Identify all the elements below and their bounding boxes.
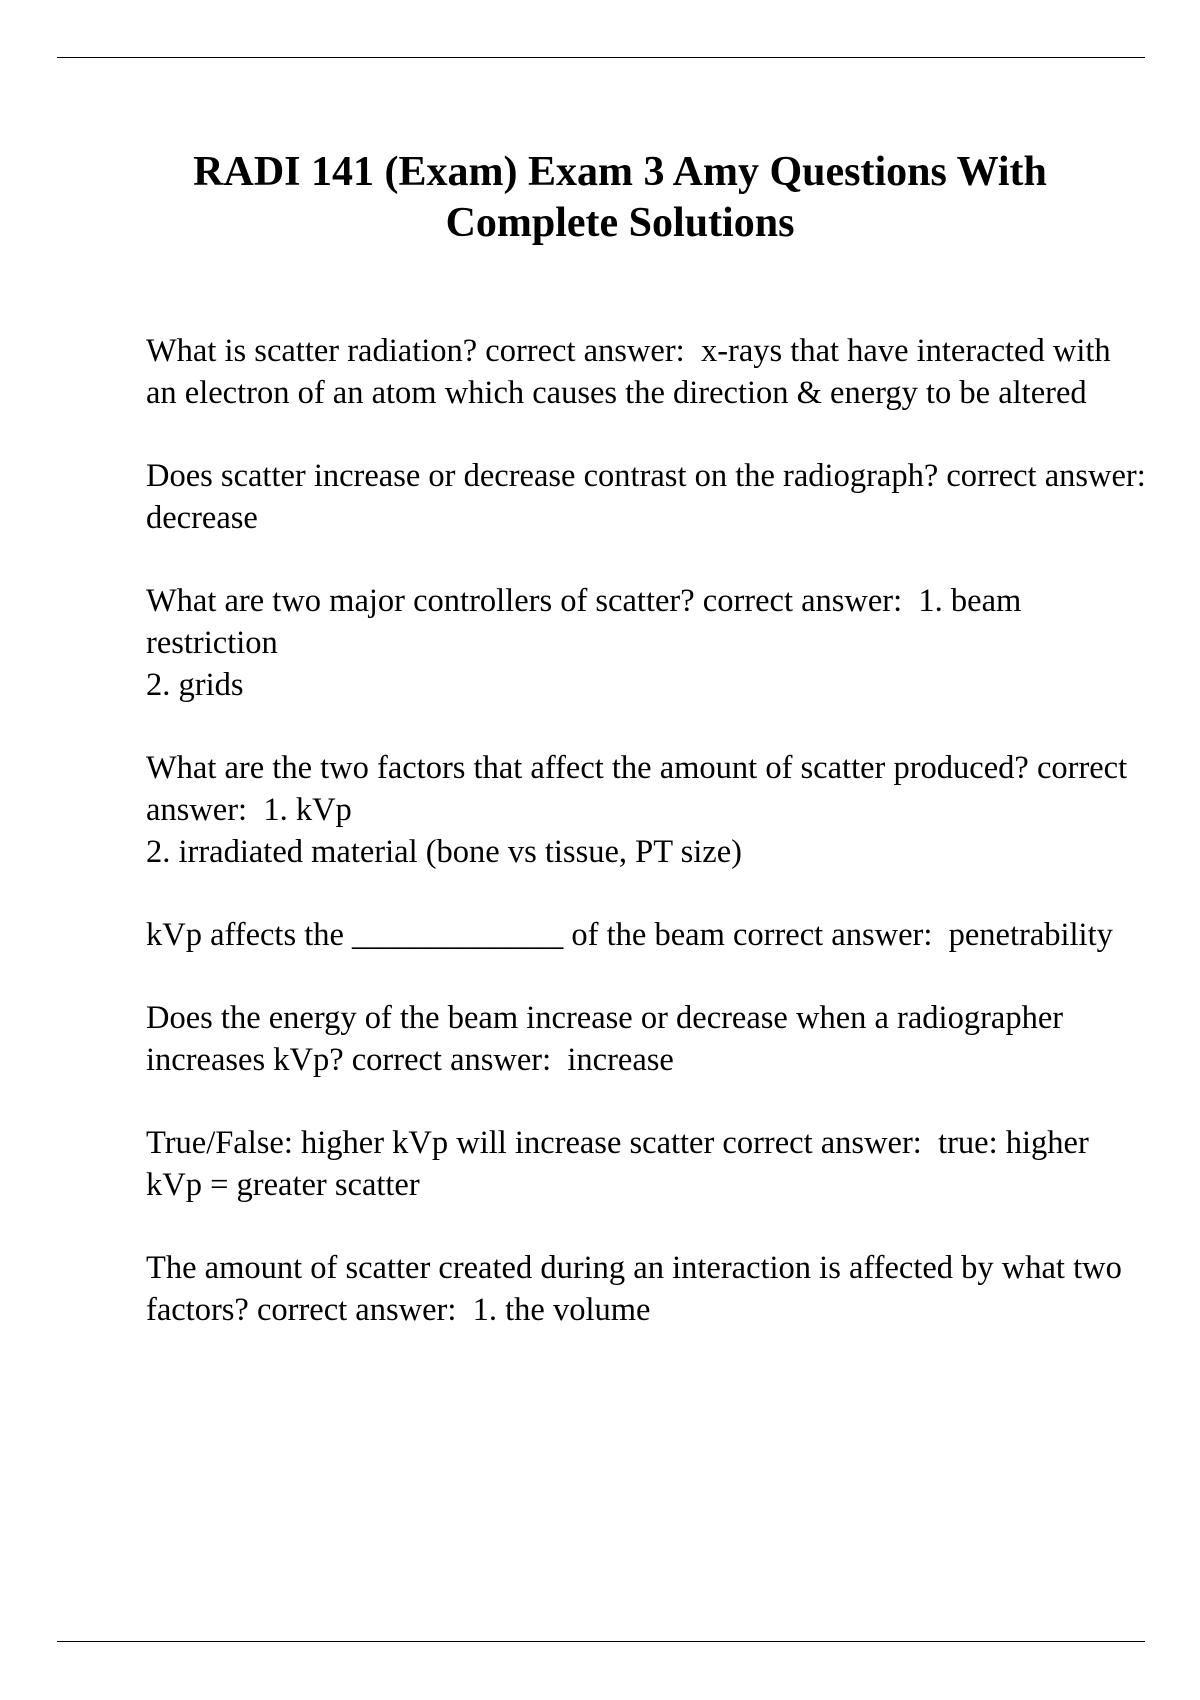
qa-item-6: Does the energy of the beam increase or decrease when a radiographer increases kVp? correct answer: increase: [146, 1000, 1072, 1078]
qa-item-3: What are two major controllers of scatter? correct answer: 1. beam restriction 2. grids: [146, 583, 1022, 703]
document-title: RADI 141 (Exam) Exam 3 Amy Questions With Complete Solutions: [193, 149, 1047, 246]
qa-list: [146, 330, 1163, 1372]
qa-item-4: What are the two factors that affect the amount of scatter produced? correct answer: 1. kVp 2. irradiated material (bone vs tissue, PT size): [146, 750, 1128, 870]
qa-item-2: Does scatter increase or decrease contrast on the radiograph? correct answer: decrease: [146, 458, 1163, 536]
top-rule: [57, 57, 1145, 58]
qa-item-5: kVp affects the _____________ of the beam correct answer: penetrability: [146, 917, 1113, 953]
bottom-rule: [57, 1641, 1145, 1642]
qa-item-1: What is scatter radiation? correct answer: x-rays that have interacted with an electron of an atom which causes the direction & energy to be altered: [146, 333, 1119, 411]
qa-item-8: The amount of scatter created during an interaction is affected by what two factors? correct answer: 1. the volume: [146, 1250, 1130, 1328]
qa-item-7: True/False: higher kVp will increase scatter correct answer: true: higher kVp = greater scatter: [146, 1125, 1097, 1203]
